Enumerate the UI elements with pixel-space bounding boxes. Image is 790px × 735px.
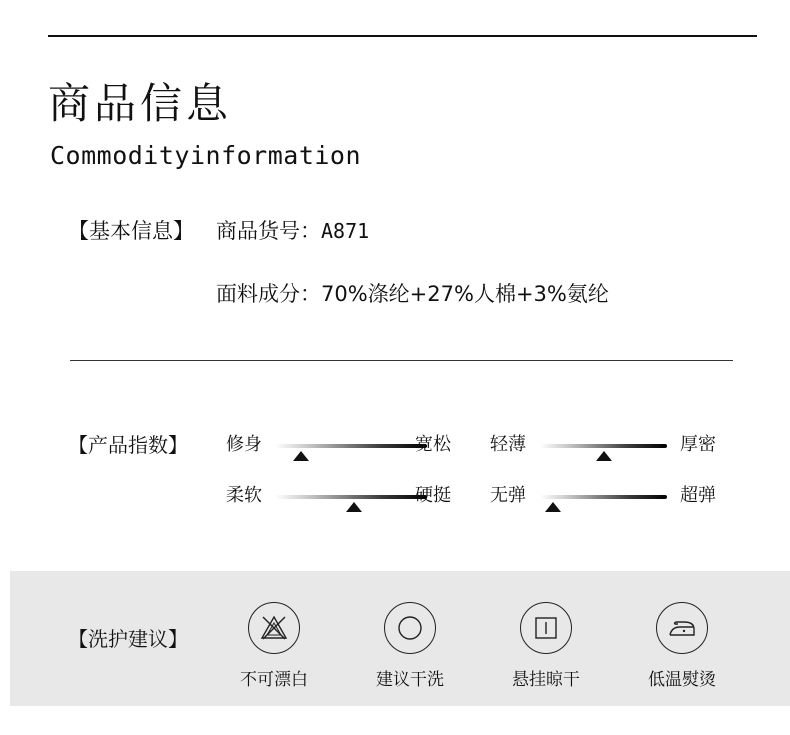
fit-scale [226,431,466,461]
top-divider [48,35,757,37]
thickness-scale-right-label: 厚密 [680,434,716,455]
care-item-text: 建议干洗 [376,670,444,690]
elasticity-scale-left-label: 无弹 [490,485,526,506]
fit-scale-track [275,444,427,448]
elasticity-scale-marker [545,502,561,512]
no-bleach-icon [248,602,300,654]
hang-dry-icon [520,602,572,654]
elasticity-scale-right-label: 超弹 [680,485,716,506]
item-number-value: A871 [321,219,370,243]
care-item-text: 不可漂白 [240,670,308,690]
item-number-label: 商品货号： [216,219,321,243]
care-item-low-iron [622,602,742,692]
fit-scale-marker [293,451,309,461]
care-item-no-bleach [214,602,334,692]
product-index-label: 【产品指数】 [68,433,188,457]
basic-info-label: 【基本信息】 [68,219,194,243]
dry-clean-icon [384,602,436,654]
care-label: 【洗护建议】 [68,627,188,651]
elasticity-scale [490,482,730,512]
care-item-hang-dry [486,602,606,692]
item-number-row [216,216,369,246]
care-item-text: 悬挂晾干 [512,670,580,690]
section-subtitle: Commodityinformation [50,141,362,170]
thickness-scale [490,431,730,461]
stiffness-scale [226,482,466,512]
fabric-label: 面料成分： [216,282,321,306]
fabric-row [216,279,609,309]
thickness-scale-marker [596,451,612,461]
stiffness-scale-left-label: 柔软 [226,485,262,506]
fit-scale-right-label: 宽松 [415,434,451,455]
stiffness-scale-marker [346,502,362,512]
fit-scale-left-label: 修身 [226,434,262,455]
care-item-text: 低温熨烫 [648,670,716,690]
middle-divider [70,360,733,361]
stiffness-scale-right-label: 硬挺 [415,485,451,506]
stiffness-scale-track [275,495,427,499]
fabric-value: 70%涤纶+27%人棉+3%氨纶 [321,282,609,306]
care-item-dry-clean [350,602,470,692]
elasticity-scale-track [540,495,667,499]
section-title: 商品信息 [48,79,233,128]
thickness-scale-track [540,444,667,448]
low-iron-icon [656,602,708,654]
thickness-scale-left-label: 轻薄 [490,434,526,455]
